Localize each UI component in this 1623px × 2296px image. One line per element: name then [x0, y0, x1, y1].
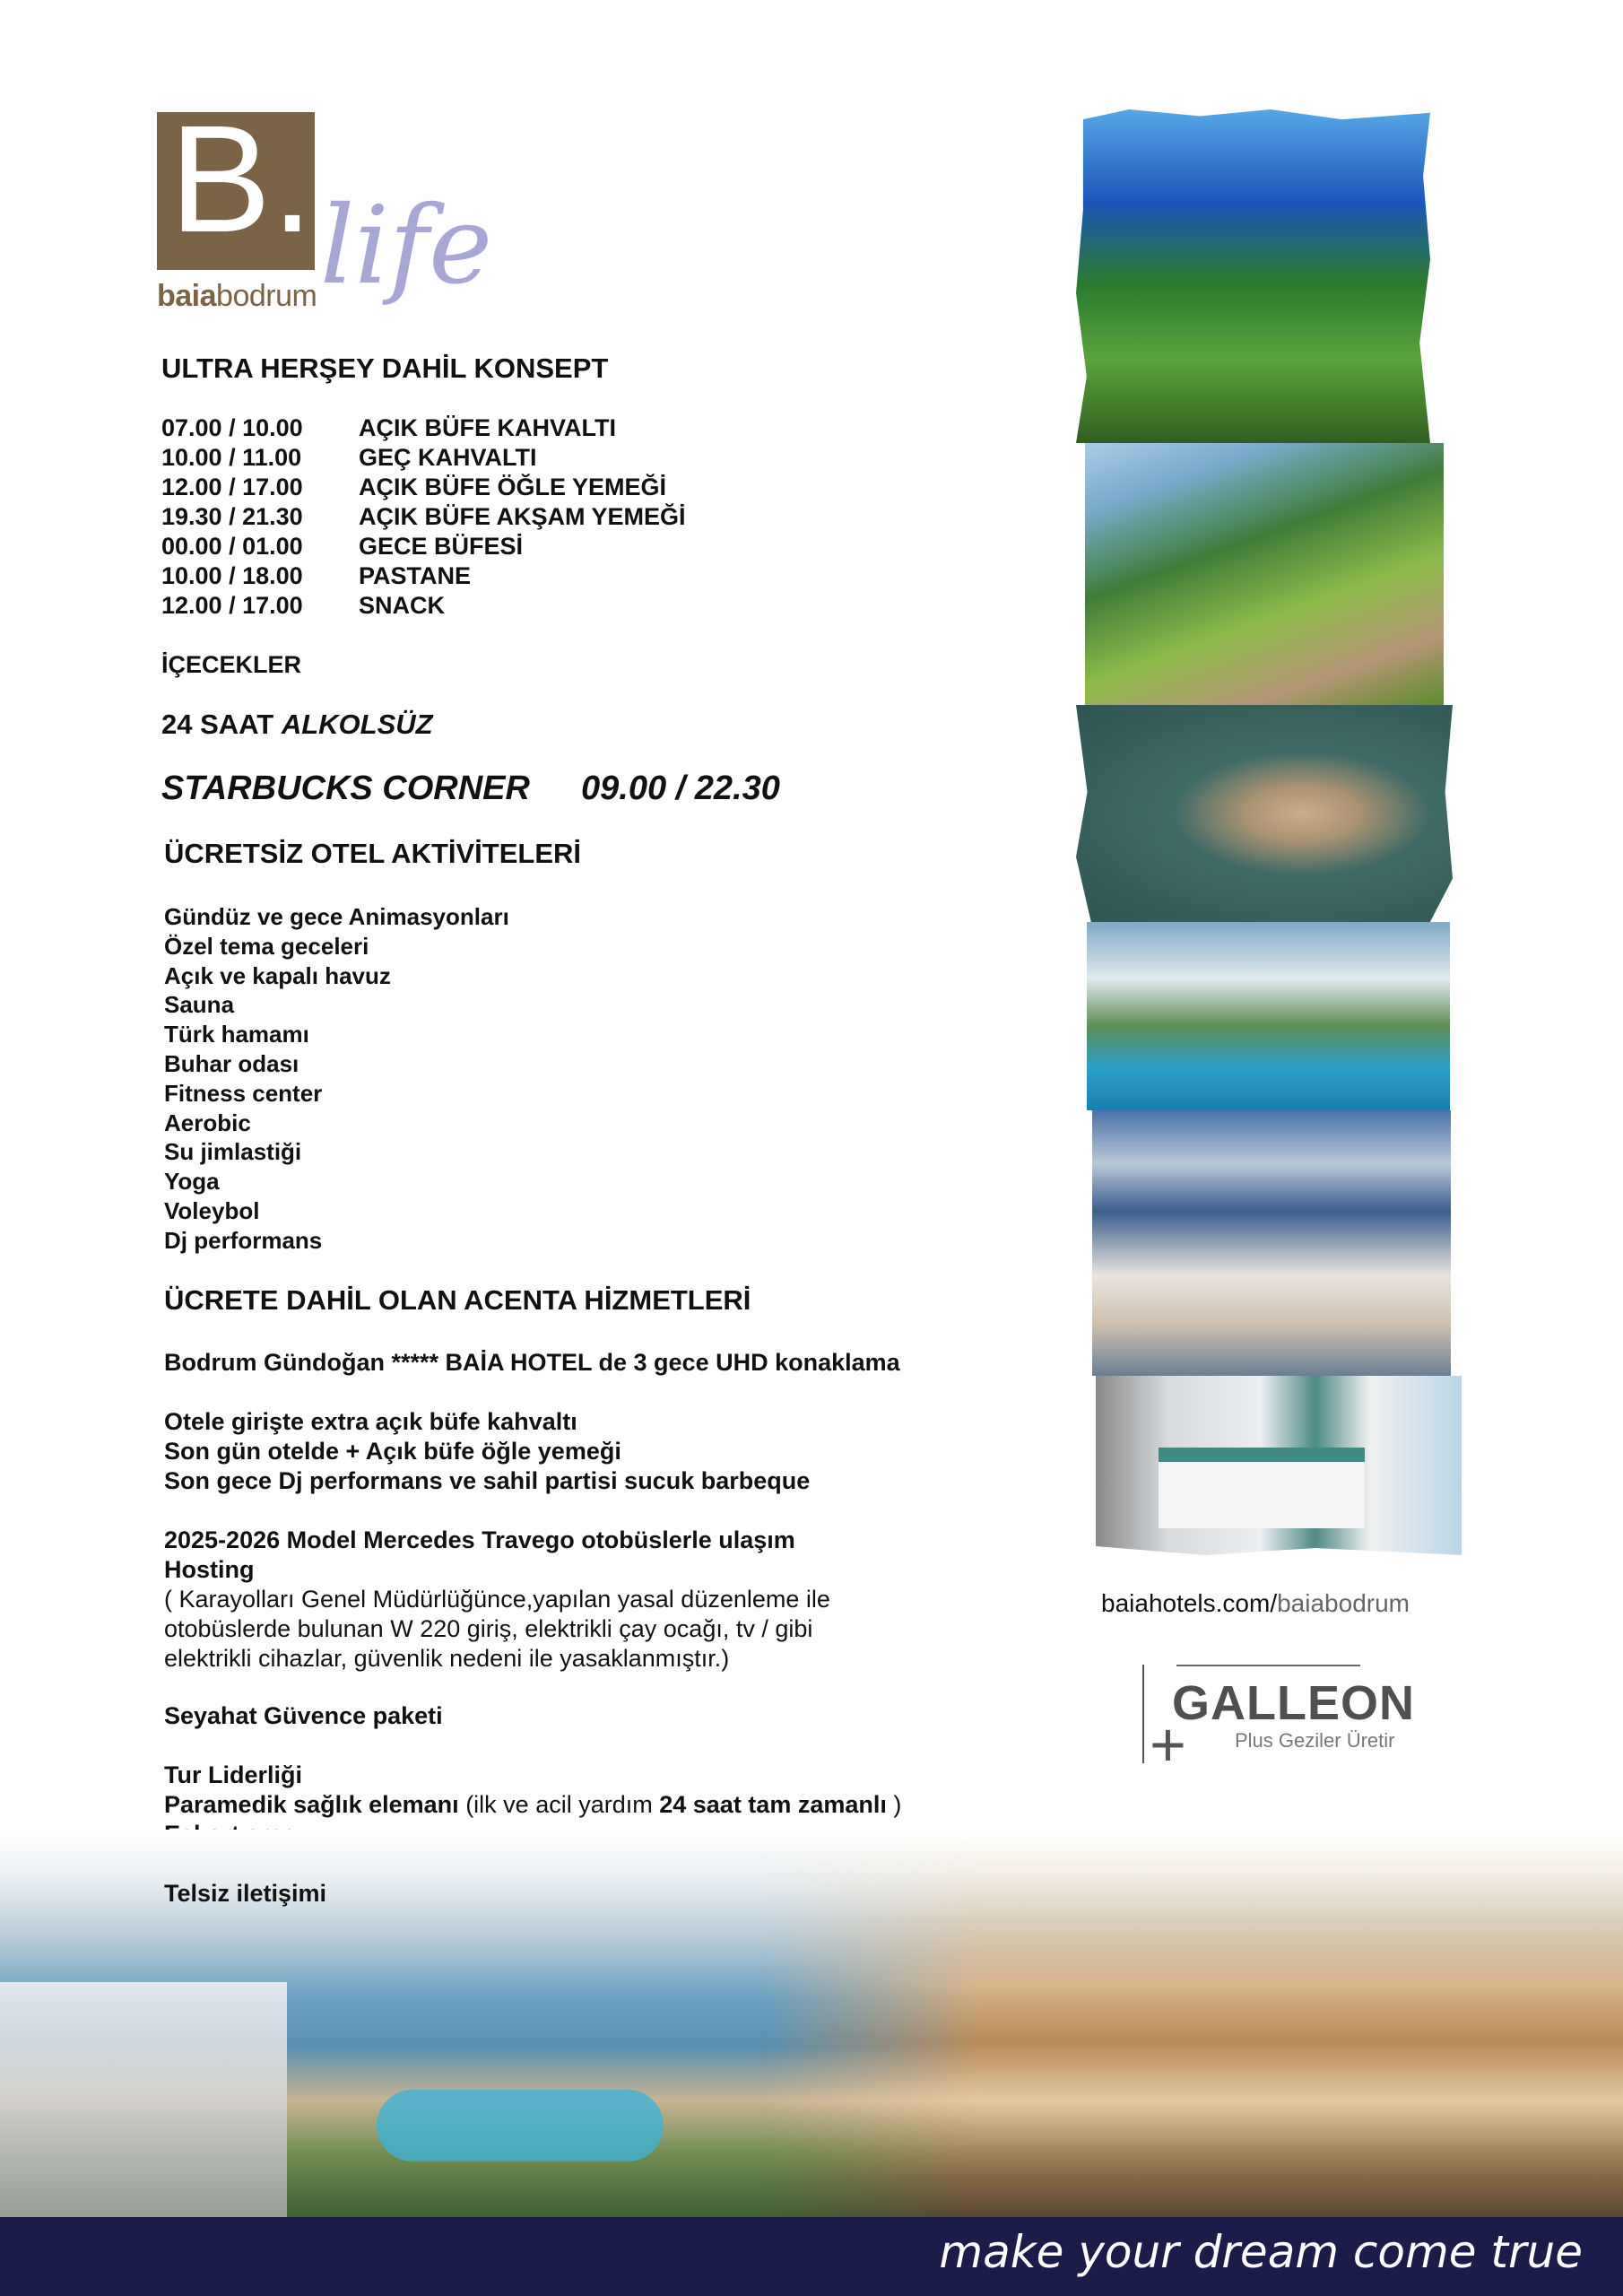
website-link[interactable] [1101, 1589, 1410, 1618]
schedule-row [161, 562, 686, 592]
bay-view-photo [1076, 109, 1430, 443]
activity-item: Yoga [164, 1168, 220, 1196]
drinks-hours: 24 SAAT [161, 709, 274, 740]
activity-item: Aerobic [164, 1109, 251, 1136]
footer-bar [0, 2217, 1623, 2296]
schedule-label: AÇIK BÜFE AKŞAM YEMEĞİ [359, 503, 686, 530]
galleon-mast [1142, 1665, 1144, 1763]
sunset-pool-image [762, 1830, 1623, 2217]
garden-path-photo [1085, 443, 1444, 705]
service-party: Son gece Dj performans ve sahil partisi sucuk barbeque [164, 1467, 811, 1494]
activity-item: Dj performans [164, 1226, 323, 1254]
website-domain: baiahotels.com/ [1101, 1589, 1278, 1617]
service-tour-lead: Tur Liderliği [164, 1761, 302, 1788]
galleon-line [1176, 1665, 1360, 1666]
service-hosting: Hosting [164, 1556, 255, 1583]
schedule-label: AÇIK BÜFE ÖĞLE YEMEĞİ [359, 474, 667, 500]
logo-brand-bold: baia [157, 279, 217, 313]
activity-item: Sauna [164, 991, 235, 1019]
baia-bodrum-logo [157, 94, 493, 354]
activity-item: Gündüz ve gece Animasyonları [164, 903, 509, 930]
services-heading: ÜCRETE DAHİL OLAN ACENTA HİZMETLERİ [164, 1284, 751, 1316]
service-paramedic [164, 1791, 901, 1819]
pier-aerial-photo [1076, 705, 1453, 922]
schedule-time: 07.00 / 10.00 [161, 414, 303, 441]
schedule-label: GEÇ KAHVALTI [359, 444, 537, 471]
schedule-row [161, 592, 686, 622]
hotel-room-photo [1096, 1376, 1462, 1555]
service-note-line2: otobüslerde bulunan W 220 giriş, elektrikli çay ocağı, tv / gibi [164, 1615, 813, 1642]
schedule-time: 10.00 / 11.00 [161, 444, 302, 471]
starbucks-label: STARBUCKS CORNER [161, 770, 530, 807]
activities-heading: ÜCRETSİZ OTEL AKTİVİTELERİ [164, 838, 582, 869]
drinks-heading: İÇECEKLER [161, 651, 302, 678]
activity-item: Buhar odası [164, 1049, 299, 1077]
pool-image [377, 2090, 664, 2161]
activity-item: Türk hamamı [164, 1021, 309, 1048]
meal-schedule [161, 414, 686, 622]
service-breakfast: Otele girişte extra açık büfe kahvaltı [164, 1408, 577, 1435]
drinks-line [161, 709, 433, 741]
activities-list [164, 903, 509, 1257]
logo-script-life: life [320, 184, 493, 309]
schedule-row [161, 533, 686, 562]
paramedic-bold: Paramedik sağlık elemanı [164, 1791, 459, 1818]
website-path: baiabodrum [1277, 1589, 1410, 1617]
schedule-row [161, 503, 686, 533]
schedule-time: 19.30 / 21.30 [161, 503, 303, 530]
schedule-label: GECE BÜFESİ [359, 533, 524, 560]
schedule-time: 12.00 / 17.00 [161, 474, 303, 500]
service-accommodation: Bodrum Gündoğan ***** BAİA HOTEL de 3 gece UHD konaklama [164, 1349, 900, 1376]
paramedic-mid: (ilk ve acil yardım [458, 1791, 660, 1818]
dining-terrace-photo [1092, 1110, 1451, 1376]
logo-brown-square [157, 94, 315, 270]
paramedic-bold2: 24 saat tam zamanlı [659, 1791, 887, 1818]
galleon-wordmark: GALLEON [1172, 1676, 1415, 1730]
schedule-row [161, 414, 686, 444]
service-transport: 2025-2026 Model Mercedes Travego otobüslerle ulaşım [164, 1526, 795, 1553]
galleon-plus-icon: + [1150, 1709, 1186, 1779]
service-note-line1: ( Karayolları Genel Müdürlüğünce,yapılan yasal düzenleme ile [164, 1586, 830, 1613]
activity-item: Voleybol [164, 1196, 260, 1224]
schedule-label: PASTANE [359, 562, 472, 589]
concept-title: ULTRA HERŞEY DAHİL KONSEPT [161, 352, 609, 384]
starbucks-time: 09.00 / 22.30 [581, 770, 780, 807]
schedule-time: 12.00 / 17.00 [161, 592, 303, 619]
activity-item: Su jimlastiği [164, 1138, 302, 1166]
hotel-building-image [0, 1982, 287, 2217]
galleon-logo [1132, 1659, 1415, 1779]
logo-letter: B. [169, 94, 314, 265]
schedule-row [161, 444, 686, 474]
logo-brand-text [157, 279, 317, 314]
schedule-time: 00.00 / 01.00 [161, 533, 303, 560]
activity-item: Fitness center [164, 1079, 323, 1107]
drinks-type: ALKOLSÜZ [281, 709, 433, 740]
schedule-label: AÇIK BÜFE KAHVALTI [359, 414, 616, 441]
service-note-line3: elektrikli cihazlar, güvenlik nedeni ile yasaklanmıştır.) [164, 1645, 730, 1672]
service-insurance: Seyahat Güvence paketi [164, 1702, 443, 1729]
schedule-time: 10.00 / 18.00 [161, 562, 303, 589]
service-lunch: Son gün otelde + Açık büfe öğle yemeği [164, 1438, 621, 1465]
logo-brand-regular: bodrum [216, 279, 317, 313]
paramedic-end: ) [886, 1791, 902, 1818]
galleon-tagline: Plus Geziler Üretir [1235, 1729, 1395, 1752]
footer-slogan: make your dream come true [939, 2226, 1583, 2278]
activity-item: Özel tema geceleri [164, 932, 369, 960]
hotel-aerial-photo [1087, 922, 1450, 1110]
schedule-row [161, 474, 686, 503]
service-radio: Telsiz iletişimi [164, 1880, 327, 1907]
bed-shape [1159, 1448, 1365, 1528]
schedule-label: SNACK [359, 592, 446, 619]
activity-item: Açık ve kapalı havuz [164, 961, 391, 989]
